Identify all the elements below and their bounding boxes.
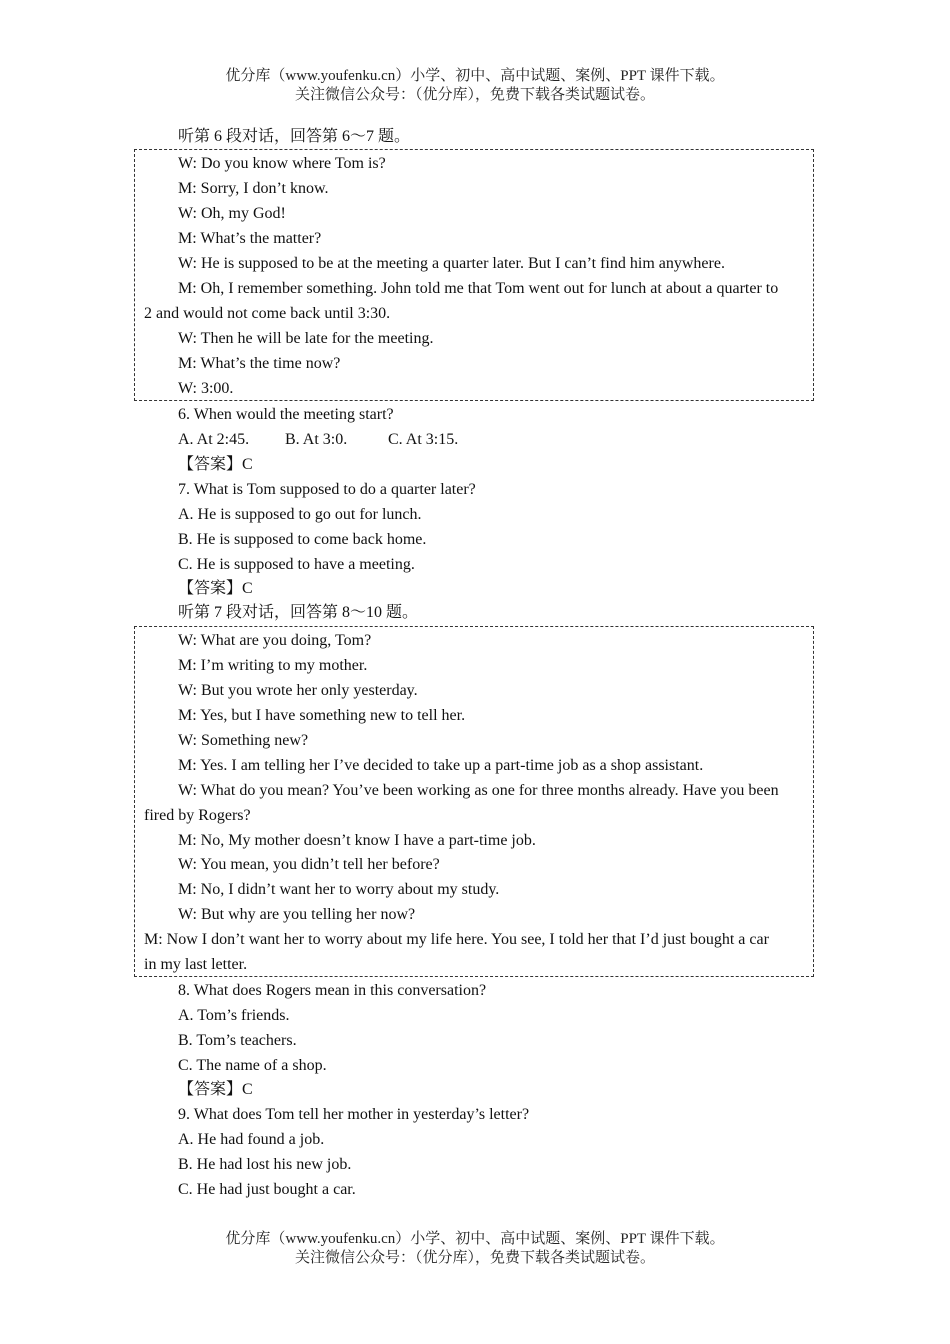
q7-option-a: A. He is supposed to go out for lunch. bbox=[178, 506, 422, 523]
dialogue7-line: W: You mean, you didn’t tell her before? bbox=[178, 856, 440, 873]
dialogue7-line: M: No, I didn’t want her to worry about my study. bbox=[178, 881, 500, 898]
dialogue6-line: W: He is supposed to be at the meeting a quarter later. But I can’t find him anywhere. bbox=[178, 255, 725, 272]
dialogue6-line: W: 3:00. bbox=[178, 380, 234, 397]
dialogue6-line: 2 and would not come back until 3:30. bbox=[144, 305, 391, 322]
dialogue6-line: W: Then he will be late for the meeting. bbox=[178, 330, 434, 347]
section7-heading: 听第 7 段对话，回答第 8～10 题。 bbox=[178, 604, 419, 621]
q6-option-a: A. At 2:45. bbox=[178, 431, 250, 448]
q7-option-b: B. He is supposed to come back home. bbox=[178, 531, 427, 548]
q9-option-c: C. He had just bought a car. bbox=[178, 1181, 356, 1198]
dialogue6-line: M: What’s the time now? bbox=[178, 355, 341, 372]
dialogue7-line: M: Yes. I am telling her I’ve decided to take up a part-time job as a shop assistant. bbox=[178, 757, 704, 774]
question-7: 7. What is Tom supposed to do a quarter later? bbox=[178, 481, 476, 498]
question-6: 6. When would the meeting start? bbox=[178, 406, 394, 423]
q8-answer: 【答案】C bbox=[178, 1081, 253, 1098]
page-footer-line2: 关注微信公众号：（优分库），免费下载各类试题试卷。 bbox=[294, 1250, 655, 1266]
q7-option-c: C. He is supposed to have a meeting. bbox=[178, 556, 415, 573]
dialogue6-line: M: What’s the matter? bbox=[178, 230, 322, 247]
dialogue7-line: M: Now I don’t want her to worry about my life here. You see, I told her that I’d just bought a car bbox=[144, 931, 769, 948]
page-header-line1: 优分库（www.youfenku.cn）小学、初中、高中试题、案例、PPT 课件下载。 bbox=[225, 68, 725, 84]
q7-answer: 【答案】C bbox=[178, 580, 253, 597]
dialogue7-line: W: But you wrote her only yesterday. bbox=[178, 682, 418, 699]
dialogue6-line: W: Oh, my God! bbox=[178, 205, 286, 222]
question-8: 8. What does Rogers mean in this conversation? bbox=[178, 982, 487, 999]
dialogue7-line: fired by Rogers? bbox=[144, 807, 251, 824]
dialogue6-line: W: Do you know where Tom is? bbox=[178, 155, 386, 172]
q9-option-b: B. He had lost his new job. bbox=[178, 1156, 352, 1173]
dialogue6-line: M: Oh, I remember something. John told me that Tom went out for lunch at about a quarter to bbox=[178, 280, 779, 297]
dialogue7-line: W: Something new? bbox=[178, 732, 309, 749]
dialogue6-line: M: Sorry, I don’t know. bbox=[178, 180, 329, 197]
dialogue7-line: W: What are you doing, Tom? bbox=[178, 632, 372, 649]
q8-option-c: C. The name of a shop. bbox=[178, 1057, 327, 1074]
dialogue7-line: W: What do you mean? You’ve been working as one for three months already. Have you been bbox=[178, 782, 779, 799]
page-header-line2: 关注微信公众号：（优分库），免费下载各类试题试卷。 bbox=[294, 87, 655, 103]
q6-option-c: C. At 3:15. bbox=[388, 431, 459, 448]
dialogue7-line: M: No, My mother doesn’t know I have a part-time job. bbox=[178, 832, 536, 849]
dialogue7-line: W: But why are you telling her now? bbox=[178, 906, 416, 923]
page-footer-line1: 优分库（www.youfenku.cn）小学、初中、高中试题、案例、PPT 课件下载。 bbox=[225, 1231, 725, 1247]
q6-option-b: B. At 3:0. bbox=[285, 431, 348, 448]
section6-heading: 听第 6 段对话，回答第 6～7 题。 bbox=[178, 128, 411, 145]
dialogue7-line: M: I’m writing to my mother. bbox=[178, 657, 368, 674]
question-9: 9. What does Tom tell her mother in yesterday’s letter? bbox=[178, 1106, 530, 1123]
dialogue7-line: in my last letter. bbox=[144, 956, 248, 973]
q6-answer: 【答案】C bbox=[178, 456, 253, 473]
q8-option-b: B. Tom’s teachers. bbox=[178, 1032, 297, 1049]
dialogue7-line: M: Yes, but I have something new to tell her. bbox=[178, 707, 466, 724]
q9-option-a: A. He had found a job. bbox=[178, 1131, 325, 1148]
q8-option-a: A. Tom’s friends. bbox=[178, 1007, 290, 1024]
